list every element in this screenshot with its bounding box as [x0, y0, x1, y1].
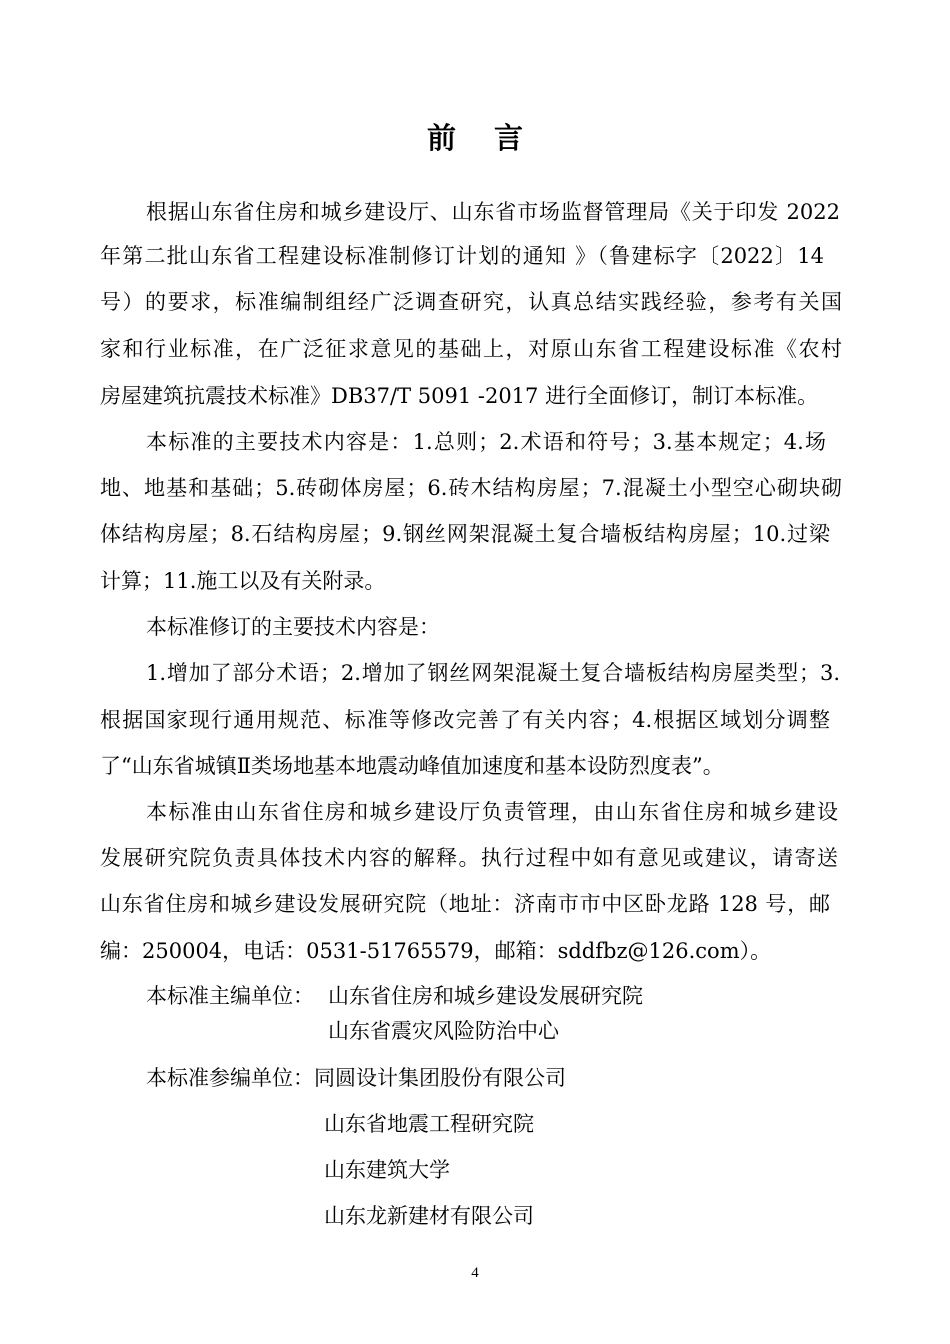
- paragraph-line: 根据国家现行通用规范、标准等修改完善了有关内容；4.根据区域划分调整: [100, 708, 830, 732]
- paragraph-line: 家和行业标准，在广泛征求意见的基础上，对原山东省工程建设标准《农村: [100, 337, 842, 361]
- chief-editor-unit: 山东省住房和城乡建设发展研究院: [328, 984, 643, 1008]
- paragraph-line: 本标准的主要技术内容是：1.总则；2.术语和符号；3.基本规定；4.场: [146, 430, 826, 454]
- chief-editors-label: 本标准主编单位：: [146, 984, 314, 1008]
- participating-editor-unit: 山东建筑大学: [324, 1158, 450, 1182]
- paragraph-line: 地、地基和基础；5.砖砌体房屋；6.砖木结构房屋；7.混凝土小型空心砌块砌: [100, 476, 842, 500]
- paragraph-line: 1.增加了部分术语；2.增加了钢丝网架混凝土复合墙板结构房屋类型；3.: [146, 661, 840, 685]
- paragraph-line: 本标准修订的主要技术内容是：: [146, 615, 440, 639]
- paragraph-line: 发展研究院负责具体技术内容的解释。执行过程中如有意见或建议，请寄送: [100, 846, 838, 870]
- participating-editor-unit: 山东龙新建材有限公司: [324, 1204, 534, 1228]
- paragraph-line: 号）的要求，标准编制组经广泛调查研究，认真总结实践经验，参考有关国: [100, 290, 842, 314]
- participating-editor-unit: 同圆设计集团股份有限公司: [314, 1066, 566, 1090]
- paragraph-line: 房屋建筑抗震技术标准》DB37/T 5091 -2017 进行全面修订，制订本标准。: [100, 384, 819, 408]
- paragraph-line: 了“山东省城镇Ⅱ类场地基本地震动峰值加速度和基本设防烈度表”。: [100, 754, 724, 778]
- paragraph-line: 根据山东省住房和城乡建设厅、山东省市场监督管理局《关于印发 2022: [146, 200, 840, 224]
- paragraph-line: 山东省住房和城乡建设发展研究院（地址：济南市市中区卧龙路 128 号，邮: [100, 892, 830, 916]
- participating-editor-unit: 山东省地震工程研究院: [324, 1112, 534, 1136]
- chief-editor-unit: 山东省震灾风险防治中心: [328, 1019, 559, 1043]
- paragraph-line: 计算；11.施工以及有关附录。: [100, 569, 386, 593]
- paragraph-line: 年第二批山东省工程建设标准制修订计划的通知 》（鲁建标字〔2022〕14: [100, 244, 824, 268]
- page-title: 前 言: [426, 121, 538, 155]
- paragraph-line: 编：250004，电话：0531-51765579，邮箱：sddfbz@126.com）。: [100, 939, 772, 963]
- paragraph-line: 本标准由山东省住房和城乡建设厅负责管理，由山东省住房和城乡建设: [146, 800, 838, 824]
- page-number: 4: [471, 1265, 479, 1281]
- participating-editors-label: 本标准参编单位：: [146, 1066, 314, 1090]
- paragraph-line: 体结构房屋；8.石结构房屋；9.钢丝网架混凝土复合墙板结构房屋；10.过梁: [100, 522, 830, 546]
